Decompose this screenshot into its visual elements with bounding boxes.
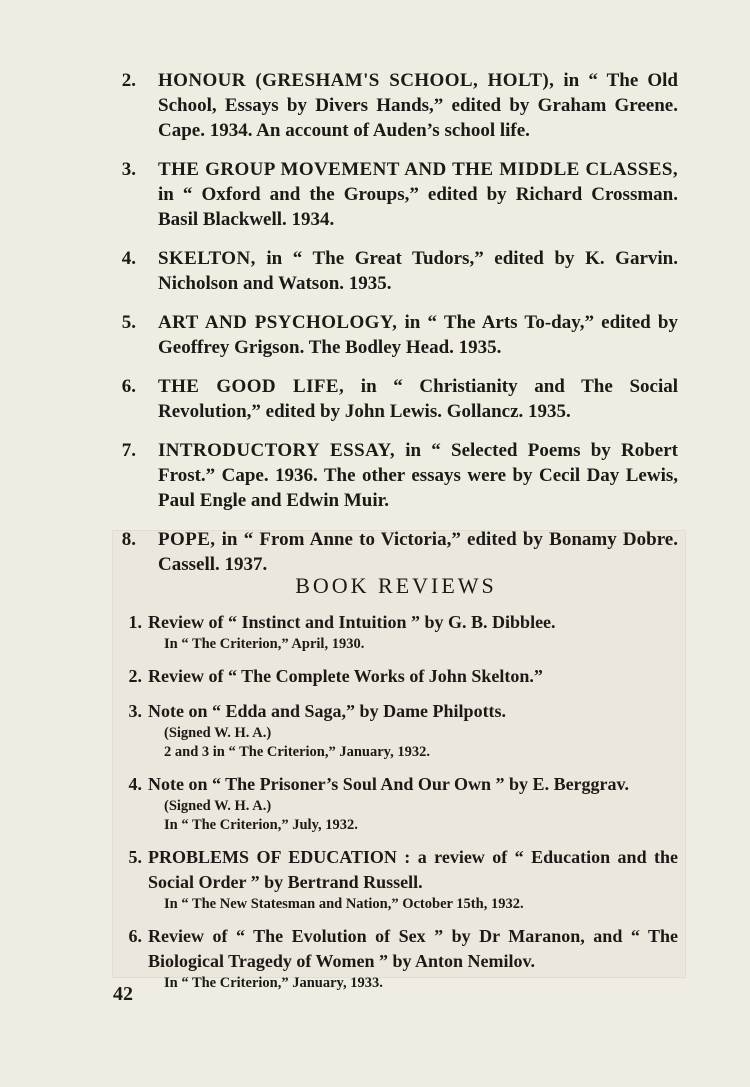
review-text: Review of “ The Complete Works of John Skelton.”	[148, 666, 543, 686]
essay-body	[158, 374, 678, 424]
essay-details: in “ The Old School, Essays by Divers Hands,” edited by Graham Greene. Cape. 1934. An account of Auden’s school life.	[158, 70, 678, 141]
review-text: Note on “ Edda and Saga,” by Dame Philpotts.	[148, 701, 507, 721]
essay-title: HONOUR (GRESHAM'S SCHOOL, HOLT),	[158, 70, 555, 91]
review-entry	[112, 845, 678, 914]
essay-title: ART AND PSYCHOLOGY,	[158, 312, 398, 333]
review-source-note: In “ The Criterion,” July, 1932.	[164, 817, 358, 833]
review-source-note: (Signed W. H. A.)	[164, 725, 272, 741]
essay-details: in “ From Anne to Victoria,” edited by Bonamy Dobre. Cassell. 1937.	[158, 529, 678, 575]
review-number: 3.	[128, 701, 142, 721]
essay-details: in “ The Arts To-day,” edited by Geoffrey Grigson. The Bodley Head. 1935.	[158, 312, 678, 358]
review-source-note: 2 and 3 in “ The Criterion,” January, 1932.	[164, 744, 430, 760]
review-source-note: In “ The Criterion,” April, 1930.	[164, 636, 365, 652]
essay-number: 3.	[121, 159, 136, 180]
essay-number: 6.	[121, 376, 136, 397]
review-source-note: In “ The New Statesman and Nation,” October 15th, 1932.	[164, 896, 524, 912]
review-source-note: (Signed W. H. A.)	[164, 798, 272, 814]
review-list	[112, 610, 678, 1003]
essay-number: 4.	[121, 248, 136, 269]
essay-entry	[112, 246, 678, 296]
essay-entry	[112, 374, 678, 424]
essay-number: 2.	[121, 70, 136, 91]
essay-body	[158, 438, 678, 513]
essay-title: INTRODUCTORY ESSAY,	[158, 440, 395, 461]
essay-entry	[112, 68, 678, 143]
review-text: Review of “ Instinct and Intuition ” by G. B. Dibblee.	[148, 612, 556, 632]
essay-body	[158, 527, 678, 577]
page-number: 42	[113, 983, 133, 1005]
essay-entry	[112, 527, 678, 577]
essay-title: THE GOOD LIFE,	[158, 376, 345, 397]
section-heading-book-reviews: BOOK REVIEWS	[295, 573, 497, 598]
review-entry	[112, 772, 678, 835]
essay-number: 7.	[121, 440, 136, 461]
review-number: 5.	[128, 847, 142, 867]
essay-details: in “ Oxford and the Groups,” edited by Richard Crossman. Basil Blackwell. 1934.	[158, 184, 678, 230]
essay-details: in “ Christianity and The Social Revolution,” edited by John Lewis. Gollancz. 1935.	[158, 376, 679, 422]
review-number: 6.	[128, 926, 142, 946]
review-entry	[112, 664, 678, 689]
essay-entry	[112, 438, 678, 513]
essay-number: 5.	[121, 312, 136, 333]
essay-details: in “ The Great Tudors,” edited by K. Garvin. Nicholson and Watson. 1935.	[158, 248, 678, 294]
essay-entry	[112, 157, 678, 232]
essay-body	[158, 310, 678, 360]
review-entry	[112, 924, 678, 993]
essay-title: SKELTON,	[158, 248, 256, 269]
essay-title: THE GROUP MOVEMENT AND THE MIDDLE CLASSES,	[158, 159, 678, 180]
review-entry	[112, 610, 678, 654]
essay-body	[158, 68, 678, 143]
review-text: PROBLEMS OF EDUCATION : a review of “ Education and the Social Order ” by Bertrand Russell.	[148, 847, 678, 892]
review-text: Note on “ The Prisoner’s Soul And Our Own ” by E. Berggrav.	[148, 774, 630, 794]
essay-body	[158, 157, 678, 232]
essay-body	[158, 246, 678, 296]
review-number: 4.	[128, 774, 142, 794]
review-number: 2.	[128, 666, 142, 686]
essay-number: 8.	[121, 529, 136, 550]
review-number: 1.	[128, 612, 142, 632]
essay-details: in “ Selected Poems by Robert Frost.” Cape. 1936. The other essays were by Cecil Day Lewis, Paul Engle and Edwin Muir.	[158, 440, 678, 511]
essay-title: POPE,	[158, 529, 216, 550]
review-source-note: In “ The Criterion,” January, 1933.	[164, 975, 383, 991]
review-entry	[112, 699, 678, 762]
essay-list	[112, 68, 678, 591]
review-text: Review of “ The Evolution of Sex ” by Dr Maranon, and “ The Biological Tragedy of Women ” by Anton Nemilov.	[148, 926, 678, 971]
essay-entry	[112, 310, 678, 360]
